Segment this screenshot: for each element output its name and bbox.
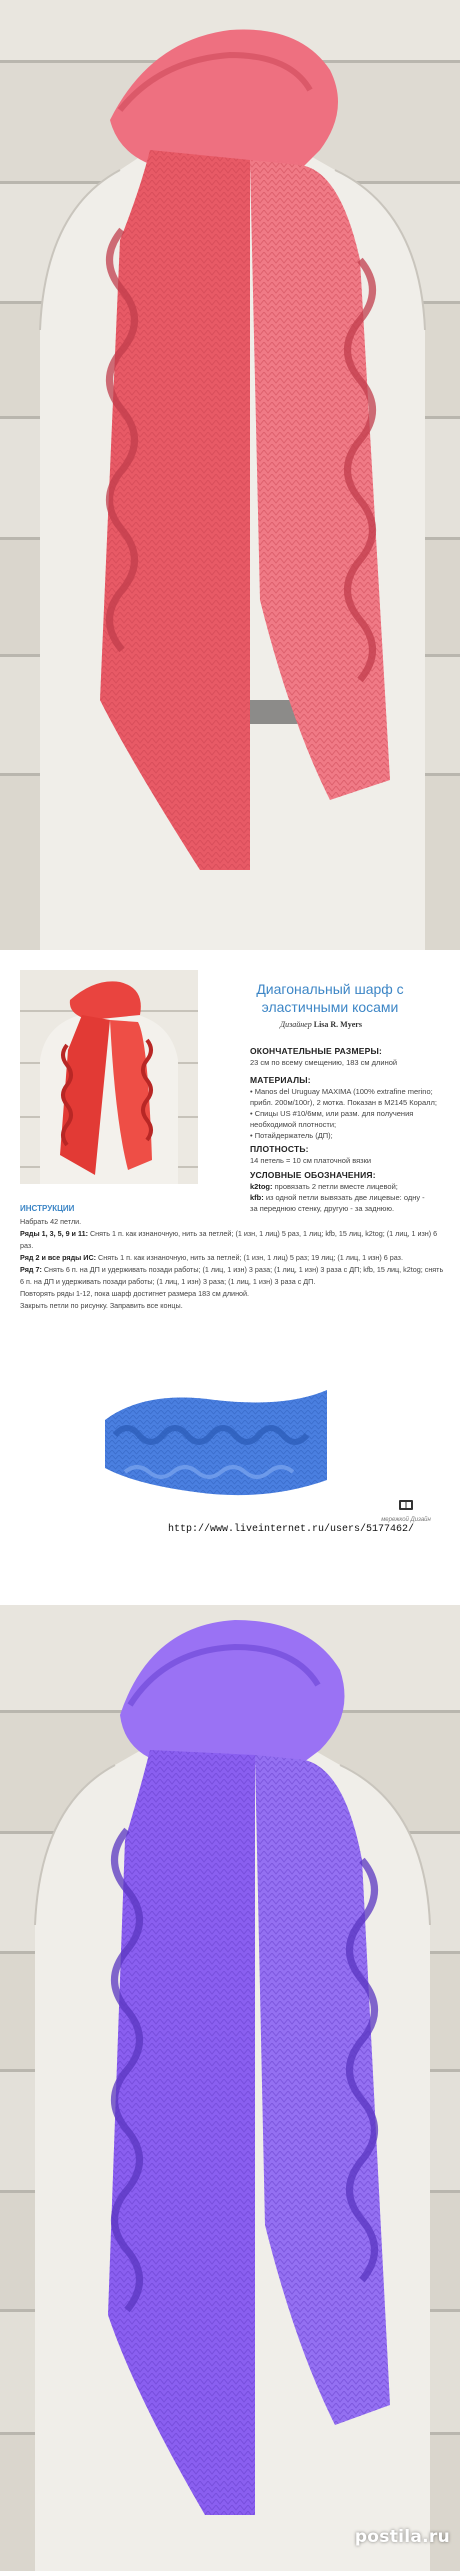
materials-list xyxy=(250,1086,450,1141)
materials-item-3: • Потайдержатель (ДП); xyxy=(250,1131,333,1140)
row-7 xyxy=(20,1264,445,1288)
rows-even xyxy=(20,1252,445,1264)
legend-heading: УСЛОВНЫЕ ОБОЗНАЧЕНИЯ: xyxy=(250,1170,376,1180)
rows-odd-text: Снять 1 п. как изнаночную, нить за петлей; (1 изн, 1 лиц) 5 раз, 1 лиц; kfb, 15 лиц, k2tog; (1 лиц, 1 изн) 6 раз. xyxy=(20,1229,438,1250)
row-7-term: Ряд 7: xyxy=(20,1265,42,1274)
thumbnail-scarf xyxy=(20,970,198,1184)
instructions-heading: ИНСТРУКЦИИ xyxy=(20,1204,75,1213)
rows-even-term: Ряд 2 и все ряды ИС: xyxy=(20,1253,97,1262)
designer-name: Lisa R. Myers xyxy=(313,1020,362,1029)
rows-odd xyxy=(20,1228,445,1252)
pattern-sheet xyxy=(0,950,460,1605)
violet-scarf-illustration xyxy=(0,1605,460,2571)
gauge-text: 14 петель = 10 см платочной вязки xyxy=(250,1156,372,1165)
coral-scarf-illustration xyxy=(0,0,460,950)
rows-odd-term: Ряды 1, 3, 5, 9 и 11: xyxy=(20,1229,88,1238)
designer-prefix: Дизайнер xyxy=(280,1020,312,1029)
legend-kfb-def: из одной петли вывязать две лицевые: одну - xyxy=(263,1193,425,1202)
book-icon xyxy=(398,1498,414,1512)
sizes-heading: ОКОНЧАТЕЛЬНЫЕ РАЗМЕРЫ: xyxy=(250,1046,383,1056)
legend-kfb-term: kfb: xyxy=(250,1193,264,1202)
bind-off-text: Закрыть петли по рисунку. Заправить все концы. xyxy=(20,1301,183,1310)
sizes-text: 23 см по всему смещению, 183 см длиной xyxy=(250,1058,398,1067)
source-url: http://www.liveinternet.ru/users/5177462/ xyxy=(168,1524,415,1535)
violet-scarf-photo xyxy=(0,1605,460,2571)
materials-heading: МАТЕРИАЛЫ: xyxy=(250,1075,311,1085)
rows-even-text: Снять 1 п. как изнаночную, нить за петлей; (1 изн, 1 лиц) 5 раз; 19 лиц; (1 лиц, 1 изн) 6 раз. xyxy=(96,1253,403,1262)
materials-item-2b: необходимой плотности; xyxy=(250,1120,337,1129)
legend-kfb-def-2: за переднюю стенку, другую - за заднюю. xyxy=(250,1204,395,1213)
postila-watermark: postila.ru xyxy=(354,2527,450,2547)
legend-k2tog-term: k2tog: xyxy=(250,1182,273,1191)
repeat-text: Повторять ряды 1-12, пока шарф достигнет размера 183 см длиной. xyxy=(20,1289,250,1298)
legend-k2tog-def: провязать 2 петли вместе лицевой; xyxy=(272,1182,398,1191)
materials-item-1b: прибл. 200м/100г), 2 мотка. Показан в M2145 Коралл; xyxy=(250,1098,437,1107)
pattern-title xyxy=(220,980,440,1016)
instructions-block xyxy=(20,1204,445,1312)
stamp-text: мережкой Дизайн xyxy=(381,1517,431,1523)
blue-scarf-closeup xyxy=(105,1380,327,1502)
coral-scarf xyxy=(100,30,390,871)
materials-item-2a: • Спицы US #10/6мм, или разм. для получения xyxy=(250,1109,414,1118)
coral-scarf-photo xyxy=(0,0,460,950)
designer-stamp xyxy=(366,1498,446,1523)
cast-on-text: Набрать 42 петли. xyxy=(20,1217,82,1226)
title-line-2: эластичными косами xyxy=(261,999,399,1015)
row-7-text: Снять 6 п. на ДП и удерживать позади работы; (1 лиц, 1 изн) 3 раза; (1 лиц, 1 изн) 3 раза с ДП; kfb, 15 лиц, k2tog; снять 6 п. на ДП и удерживать позади работы; (1 лиц, 1 изн) 3 раза; (1 лиц, 1 изн) 3 раза с ДП. xyxy=(20,1265,444,1286)
pattern-thumbnail-photo xyxy=(20,970,198,1184)
violet-scarf xyxy=(108,1620,390,2515)
designer-credit xyxy=(280,1020,450,1029)
materials-item-1a: • Manos del Uruguay MAXIMA (100% extrafine merino; xyxy=(250,1087,433,1096)
title-line-1: Диагональный шарф с xyxy=(256,981,404,997)
gauge-heading: ПЛОТНОСТЬ: xyxy=(250,1144,309,1154)
